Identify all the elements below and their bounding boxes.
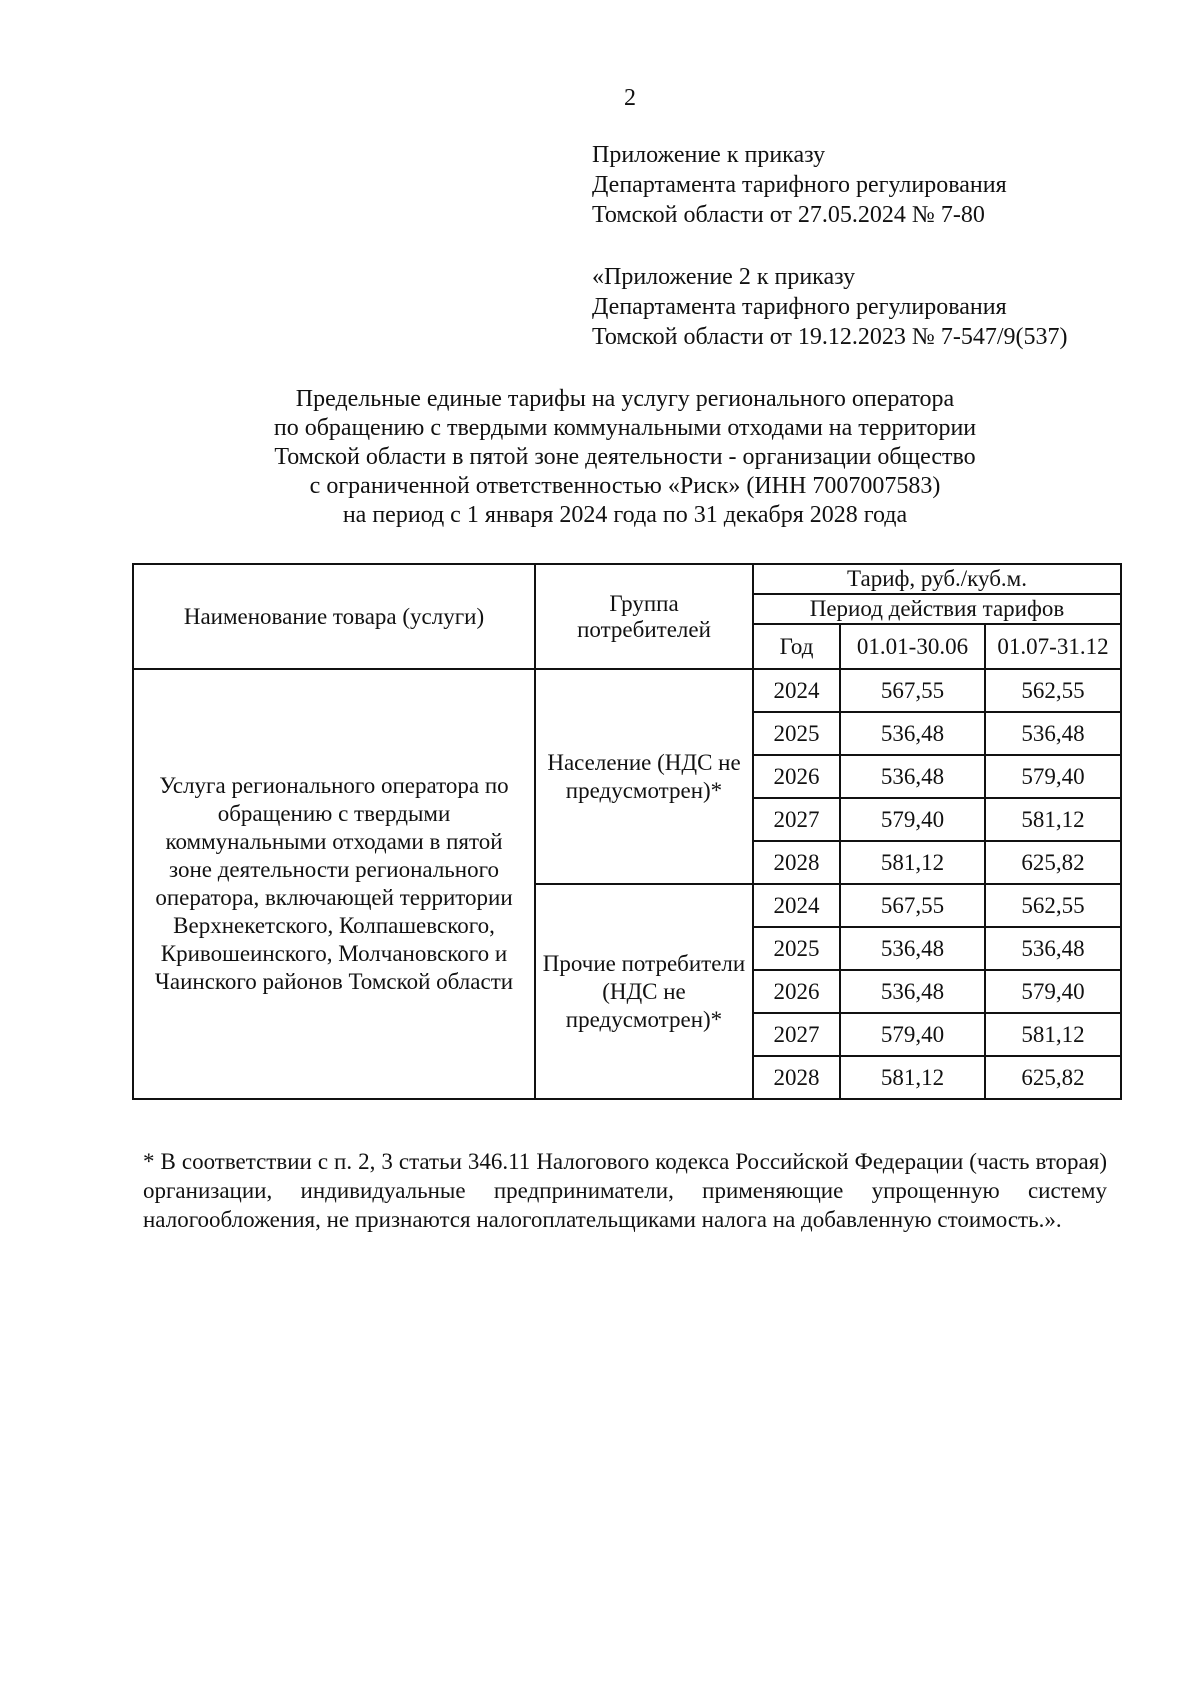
appendix-reference-original — [592, 262, 1067, 352]
appendix-line: Приложение к приказу — [592, 142, 826, 168]
title-line: Предельные единые тарифы на услугу регионального оператора — [295, 386, 955, 412]
year-cell: 2024 — [753, 669, 840, 712]
header-year: Год — [753, 624, 840, 669]
tariff-h1-cell: 581,12 — [840, 1056, 985, 1099]
tariff-h2-cell: 625,82 — [985, 841, 1121, 884]
tariff-h1-cell: 536,48 — [840, 712, 985, 755]
tariff-h2-cell: 562,55 — [985, 884, 1121, 927]
header-tariff: Тариф, руб./куб.м. — [753, 564, 1121, 594]
tariff-h2-cell: 579,40 — [985, 755, 1121, 798]
tariff-h1-cell: 567,55 — [840, 884, 985, 927]
header-consumer-group: Группа потребителей — [535, 564, 753, 669]
tariff-h2-cell: 579,40 — [985, 970, 1121, 1013]
table-row — [133, 669, 1121, 712]
document-title — [132, 385, 1118, 530]
appendix-line: Департамента тарифного регулирования — [592, 172, 1007, 198]
tariff-h1-cell: 567,55 — [840, 669, 985, 712]
tariff-h2-cell: 581,12 — [985, 798, 1121, 841]
tariff-h1-cell: 579,40 — [840, 798, 985, 841]
appendix-line: «Приложение 2 к приказу — [592, 264, 856, 290]
appendix-reference-current — [592, 140, 1007, 230]
appendix-line: Томской области от 27.05.2024 № 7-80 — [592, 202, 985, 228]
header-period: Период действия тарифов — [753, 594, 1121, 624]
tariff-h1-cell: 536,48 — [840, 970, 985, 1013]
title-line: по обращению с твердыми коммунальными отходами на территории — [273, 415, 977, 441]
tariff-h2-cell: 562,55 — [985, 669, 1121, 712]
service-description: Услуга регионального оператора по обращению с твердыми коммунальными отходами в пятой зоне деятельности регионального оператора, включающей территории Верхнекетского, Колпашевского, Кривошеинского, Молчановского и Чаинского районов Томской области — [133, 669, 535, 1099]
year-cell: 2025 — [753, 927, 840, 970]
header-second-half: 01.07-31.12 — [985, 624, 1121, 669]
header-first-half: 01.01-30.06 — [840, 624, 985, 669]
appendix-line: Томской области от 19.12.2023 № 7-547/9(537) — [592, 324, 1068, 350]
tariff-h1-cell: 536,48 — [840, 755, 985, 798]
consumer-group-other: Прочие потребители (НДС не предусмотрен)* — [535, 884, 753, 1099]
year-cell: 2025 — [753, 712, 840, 755]
year-cell: 2024 — [753, 884, 840, 927]
footnote: * В соответствии с п. 2, 3 статьи 346.11 Налогового кодекса Российской Федерации (часть вторая) организации, индивидуальные предприниматели, применяющие упрощенную систему налогообложения, не признаются налогоплательщиками налога на добавленную стоимость.». — [143, 1149, 1107, 1232]
tariff-h2-cell: 536,48 — [985, 927, 1121, 970]
year-cell: 2027 — [753, 798, 840, 841]
page-number: 2 — [624, 85, 636, 111]
tariff-h2-cell: 536,48 — [985, 712, 1121, 755]
year-cell: 2028 — [753, 1056, 840, 1099]
consumer-group-population: Население (НДС не предусмотрен)* — [535, 669, 753, 884]
year-cell: 2027 — [753, 1013, 840, 1056]
appendix-line: Департамента тарифного регулирования — [592, 294, 1007, 320]
year-cell: 2026 — [753, 755, 840, 798]
tariff-h2-cell: 581,12 — [985, 1013, 1121, 1056]
tariff-table — [132, 563, 1122, 1100]
title-line: с ограниченной ответственностью «Риск» (ИНН 7007007583) — [309, 473, 941, 499]
title-line: Томской области в пятой зоне деятельности - организации общество — [274, 444, 976, 470]
header-service-name: Наименование товара (услуги) — [133, 564, 535, 669]
year-cell: 2028 — [753, 841, 840, 884]
tariff-h1-cell: 536,48 — [840, 927, 985, 970]
year-cell: 2026 — [753, 970, 840, 1013]
tariff-h1-cell: 579,40 — [840, 1013, 985, 1056]
title-line: на период с 1 января 2024 года по 31 декабря 2028 года — [342, 502, 908, 528]
tariff-h1-cell: 581,12 — [840, 841, 985, 884]
tariff-h2-cell: 625,82 — [985, 1056, 1121, 1099]
